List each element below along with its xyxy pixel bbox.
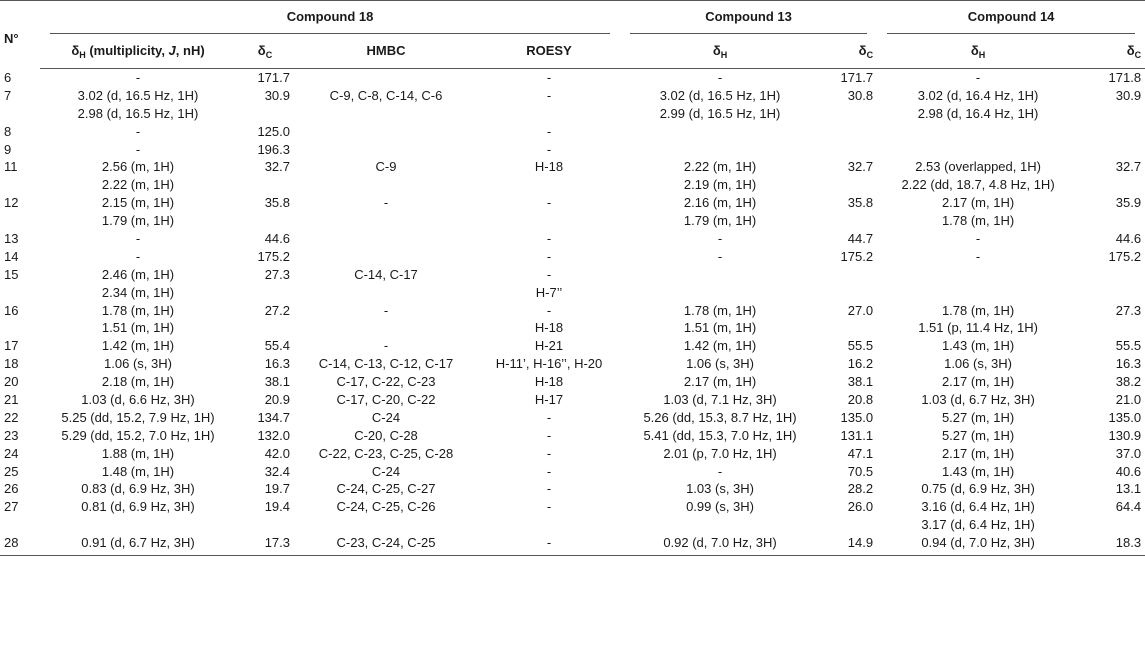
- cell-delta-h-18: 2.56 (m, 1H): [101, 159, 175, 175]
- cell-roesy: -: [546, 481, 552, 497]
- cell-delta-c-14: 44.6: [1115, 231, 1142, 247]
- cell-delta-c-13: 14.9: [820, 534, 877, 555]
- cell-delta-c-13: 35.8: [847, 195, 874, 211]
- cell-delta-c-13: [820, 284, 877, 302]
- cell-delta-h-13: 2.16 (m, 1H): [683, 195, 757, 211]
- header-delta-c-14: $\delta_C$: [1079, 33, 1145, 69]
- cell-roesy: -: [478, 534, 620, 555]
- cell-row-number: 21: [4, 392, 19, 408]
- cell-delta-c-18: [236, 212, 294, 230]
- cell-delta-c-14: 32.7: [1115, 159, 1142, 175]
- table-row: [0, 319, 1145, 337]
- header-number: N°: [0, 1, 40, 69]
- cell-delta-h-13: [620, 123, 820, 141]
- table-row: [0, 194, 1145, 212]
- table-row: [0, 69, 1145, 87]
- cell-delta-c-18: 16.3: [264, 356, 290, 372]
- cell-delta-c-18: [236, 105, 294, 123]
- cell-delta-h-13: -: [717, 231, 723, 247]
- cell-roesy: -: [546, 141, 552, 157]
- cell-row-number: 16: [4, 302, 19, 318]
- cell-delta-c-13: 16.2: [847, 356, 874, 372]
- cell-delta-h-18: 3.02 (d, 16.5 Hz, 1H): [77, 87, 199, 103]
- cell-delta-h-14: 2.17 (m, 1H): [941, 374, 1015, 390]
- cell-delta-c-13: 32.7: [847, 159, 874, 175]
- cell-delta-h-18: 1.51 (m, 1H): [101, 320, 175, 336]
- cell-delta-c-18: 125.0: [257, 123, 290, 139]
- cell-row-number: 6: [4, 69, 12, 85]
- cell-roesy: H-18: [534, 159, 564, 175]
- cell-roesy: -: [546, 87, 552, 103]
- cell-delta-c-18: 42.0: [264, 445, 290, 461]
- cell-delta-c-18: [236, 319, 294, 337]
- cell-delta-c-14: [1079, 319, 1145, 337]
- cell-delta-h-14: [877, 123, 1079, 141]
- table-row: [0, 337, 1145, 355]
- cell-delta-h-13: [620, 516, 820, 534]
- cell-delta-h-18: 1.06 (s, 3H): [104, 356, 172, 372]
- cell-delta-c-14: 13.1: [1115, 481, 1142, 497]
- table-row: [0, 355, 1145, 373]
- cell-delta-h-18: 1.03 (d, 6.6 Hz, 3H): [81, 392, 195, 408]
- cell-delta-c-18: 17.3: [236, 534, 294, 555]
- cell-delta-h-13: [620, 141, 820, 159]
- cell-delta-h-13: 1.51 (m, 1H): [683, 320, 757, 336]
- cell-delta-c-14: [1079, 284, 1145, 302]
- group-header-compound-14: Compound 14: [877, 1, 1145, 34]
- cell-hmbc: C-14, C-17: [354, 266, 418, 282]
- header-delta-h-14: $\delta_H$: [877, 33, 1079, 69]
- cell-hmbc: C-9: [375, 159, 397, 175]
- table-row: [0, 409, 1145, 427]
- cell-roesy: -: [546, 266, 552, 282]
- cell-delta-h-18: [40, 516, 236, 534]
- cell-delta-c-13: 135.0: [840, 409, 874, 425]
- cell-delta-h-13: 0.99 (s, 3H): [686, 499, 754, 515]
- cell-delta-c-13: [820, 516, 877, 534]
- cell-row-number: 27: [4, 499, 19, 515]
- table-row: [0, 284, 1145, 302]
- cell-delta-h-14: 5.27 (m, 1H): [941, 409, 1015, 425]
- cell-row-number: 26: [4, 481, 19, 497]
- cell-hmbc: [294, 123, 478, 141]
- table-row: [0, 463, 1145, 481]
- cell-delta-h-13: 5.41 (dd, 15.3, 7.0 Hz, 1H): [643, 427, 797, 443]
- cell-delta-c-18: 196.3: [257, 141, 290, 157]
- group-header-compound-18: Compound 18: [40, 1, 620, 34]
- cell-delta-h-14: -: [975, 70, 981, 85]
- cell-roesy: H-11’, H-16’’, H-20: [495, 356, 603, 372]
- cell-delta-c-13: [820, 176, 877, 194]
- cell-delta-c-14: [1079, 266, 1145, 284]
- cell-row-number: 8: [4, 123, 12, 139]
- cell-delta-h-18: -: [135, 248, 141, 264]
- cell-row-number: [0, 176, 40, 194]
- cell-delta-c-18: 175.2: [257, 248, 290, 264]
- cell-delta-c-14: 38.2: [1115, 374, 1142, 390]
- cell-delta-c-13: 175.2: [840, 248, 874, 264]
- cell-delta-c-14: [1079, 212, 1145, 230]
- cell-delta-c-18: 38.1: [264, 374, 290, 390]
- cell-hmbc: [294, 176, 478, 194]
- cell-row-number: 15: [4, 266, 19, 282]
- cell-delta-h-13: 1.03 (s, 3H): [686, 481, 754, 497]
- cell-roesy: [478, 516, 620, 534]
- table-row: [0, 176, 1145, 194]
- cell-delta-c-13: 131.1: [840, 427, 874, 443]
- table-row: [0, 212, 1145, 230]
- cell-row-number: [0, 284, 40, 302]
- cell-delta-h-14: [877, 284, 1079, 302]
- cell-delta-h-13: -: [717, 463, 723, 479]
- cell-roesy: [478, 212, 620, 230]
- cell-roesy: -: [546, 70, 552, 85]
- cell-row-number: 22: [4, 409, 19, 425]
- cell-delta-h-13: 2.17 (m, 1H): [683, 374, 757, 390]
- cell-delta-h-14: 1.43 (m, 1H): [941, 463, 1015, 479]
- table-row: [0, 498, 1145, 516]
- cell-row-number: [0, 319, 40, 337]
- cell-row-number: 24: [4, 445, 19, 461]
- cell-delta-h-13: 2.22 (m, 1H): [683, 159, 757, 175]
- cell-roesy: H-21: [534, 338, 564, 354]
- table-row: [0, 516, 1145, 534]
- cell-delta-c-14: [1079, 516, 1145, 534]
- cell-delta-c-13: [820, 212, 877, 230]
- cell-roesy: -: [546, 409, 552, 425]
- cell-delta-h-14: 1.78 (m, 1H): [941, 302, 1015, 318]
- cell-delta-h-14: 2.17 (m, 1H): [941, 445, 1015, 461]
- cell-delta-c-13: 27.0: [847, 302, 874, 318]
- table-row: [0, 480, 1145, 498]
- cell-delta-h-18: 2.18 (m, 1H): [101, 374, 175, 390]
- cell-delta-c-14: 16.3: [1115, 356, 1142, 372]
- cell-hmbc: -: [383, 302, 389, 318]
- table-row: [0, 534, 1145, 555]
- cell-delta-c-14: [1079, 105, 1145, 123]
- table-row: [0, 123, 1145, 141]
- cell-row-number: 12: [4, 195, 19, 211]
- cell-delta-c-14: 30.9: [1115, 87, 1142, 103]
- cell-delta-c-18: 55.4: [264, 338, 290, 354]
- cell-hmbc: [294, 516, 478, 534]
- cell-row-number: 17: [4, 338, 19, 354]
- cell-delta-h-18: 2.34 (m, 1H): [101, 284, 175, 300]
- cell-delta-c-18: [236, 176, 294, 194]
- cell-roesy: -: [546, 499, 552, 515]
- cell-delta-h-13: 2.99 (d, 16.5 Hz, 1H): [659, 105, 781, 121]
- cell-delta-c-13: 38.1: [847, 374, 874, 390]
- cell-delta-c-18: 27.2: [264, 302, 290, 318]
- cell-delta-c-13: [820, 266, 877, 284]
- cell-delta-c-14: 27.3: [1115, 302, 1142, 318]
- cell-delta-c-14: 18.3: [1079, 534, 1145, 555]
- cell-hmbc: C-20, C-28: [354, 427, 418, 443]
- cell-hmbc: [294, 141, 478, 159]
- cell-hmbc: C-24: [371, 409, 401, 425]
- cell-delta-c-13: 55.5: [847, 338, 874, 354]
- table-row: [0, 391, 1145, 409]
- cell-delta-h-13: 0.92 (d, 7.0 Hz, 3H): [620, 534, 820, 555]
- cell-delta-c-13: 28.2: [847, 481, 874, 497]
- cell-delta-h-18: 1.88 (m, 1H): [101, 445, 175, 461]
- cell-delta-c-13: 30.8: [847, 87, 874, 103]
- cell-delta-h-13: 1.03 (d, 7.1 Hz, 3H): [663, 392, 777, 408]
- cell-row-number: 28: [0, 534, 40, 555]
- cell-delta-c-13: [820, 105, 877, 123]
- cell-roesy: -: [546, 195, 552, 211]
- cell-hmbc: [294, 319, 478, 337]
- cell-hmbc: [294, 212, 478, 230]
- cell-delta-h-18: 5.29 (dd, 15.2, 7.0 Hz, 1H): [61, 427, 215, 443]
- cell-row-number: 13: [4, 231, 19, 247]
- cell-delta-h-18: -: [135, 70, 141, 85]
- cell-row-number: [0, 105, 40, 123]
- cell-delta-c-14: 171.8: [1108, 70, 1142, 85]
- table-row: [0, 105, 1145, 123]
- cell-hmbc: -: [383, 338, 389, 354]
- cell-delta-c-13: 70.5: [847, 463, 874, 479]
- cell-delta-c-14: 64.4: [1115, 499, 1142, 515]
- cell-delta-h-18: 1.42 (m, 1H): [101, 338, 175, 354]
- cell-delta-h-14: 3.02 (d, 16.4 Hz, 1H): [917, 87, 1039, 103]
- cell-delta-c-13: [820, 141, 877, 159]
- cell-delta-c-18: 35.8: [264, 195, 290, 211]
- cell-delta-h-14: -: [975, 231, 981, 247]
- cell-delta-h-13: 5.26 (dd, 15.3, 8.7 Hz, 1H): [643, 409, 797, 425]
- cell-delta-h-13: [620, 284, 820, 302]
- cell-delta-h-13: -: [717, 70, 723, 85]
- cell-delta-h-13: 2.19 (m, 1H): [683, 177, 757, 193]
- cell-delta-h-14: 1.43 (m, 1H): [941, 338, 1015, 354]
- cell-roesy: H-17: [534, 392, 564, 408]
- cell-roesy: -: [546, 302, 552, 318]
- cell-delta-h-18: 5.25 (dd, 15.2, 7.9 Hz, 1H): [61, 409, 215, 425]
- cell-delta-c-14: 175.2: [1108, 248, 1142, 264]
- cell-hmbc: C-23, C-24, C-25: [294, 534, 478, 555]
- cell-delta-h-13: 1.06 (s, 3H): [686, 356, 754, 372]
- cell-delta-h-18: -: [135, 231, 141, 247]
- cell-delta-c-18: 32.7: [264, 159, 290, 175]
- cell-delta-h-14: 1.51 (p, 11.4 Hz, 1H): [918, 320, 1038, 336]
- header-delta-h-13: $\delta_H$: [620, 33, 820, 69]
- cell-delta-h-14: 0.94 (d, 7.0 Hz, 3H): [877, 534, 1079, 555]
- table-row: [0, 141, 1145, 159]
- cell-hmbc: C-14, C-13, C-12, C-17: [318, 356, 454, 372]
- table-row: [0, 373, 1145, 391]
- cell-roesy: -: [546, 123, 552, 139]
- cell-hmbc: C-9, C-8, C-14, C-6: [329, 87, 443, 103]
- cell-delta-h-18: 1.79 (m, 1H): [101, 213, 175, 229]
- cell-delta-c-13: 44.7: [847, 231, 874, 247]
- cell-delta-h-18: 0.83 (d, 6.9 Hz, 3H): [81, 481, 195, 497]
- header-delta-c-18: $\delta_C$: [236, 33, 294, 69]
- table-row: [0, 230, 1145, 248]
- cell-hmbc: C-24, C-25, C-27: [336, 481, 436, 497]
- cell-delta-h-18: -: [135, 141, 141, 157]
- cell-hmbc: C-24: [371, 463, 401, 479]
- table-body: [0, 69, 1145, 556]
- cell-row-number: 11: [4, 159, 18, 175]
- cell-hmbc: [294, 69, 478, 87]
- cell-row-number: 7: [4, 87, 12, 103]
- cell-delta-h-14: 2.22 (dd, 18.7, 4.8 Hz, 1H): [901, 177, 1055, 193]
- cell-roesy: -: [546, 463, 552, 479]
- cell-delta-h-18: 2.15 (m, 1H): [101, 195, 175, 211]
- header-delta-h-18: $\delta_H$ (multiplicity, J, nH): [40, 33, 236, 69]
- cell-delta-c-13: 47.1: [847, 445, 874, 461]
- cell-delta-c-13: 26.0: [847, 499, 874, 515]
- table-row: [0, 302, 1145, 320]
- table-row: [0, 445, 1145, 463]
- cell-delta-h-14: 1.06 (s, 3H): [944, 356, 1013, 372]
- header-delta-c-13: $\delta_C$: [820, 33, 877, 69]
- cell-hmbc: C-22, C-23, C-25, C-28: [318, 445, 454, 461]
- cell-roesy: [478, 176, 620, 194]
- cell-delta-h-14: [877, 141, 1079, 159]
- cell-delta-h-14: -: [975, 248, 981, 264]
- cell-roesy: -: [546, 445, 552, 461]
- cell-delta-c-18: 19.7: [264, 481, 290, 497]
- cell-delta-c-14: 21.0: [1115, 392, 1142, 408]
- cell-delta-c-18: 132.0: [257, 427, 290, 443]
- cell-delta-h-18: -: [135, 123, 141, 139]
- table-row: [0, 266, 1145, 284]
- table-row: [0, 158, 1145, 176]
- cell-roesy: -: [546, 248, 552, 264]
- cell-delta-h-14: 2.98 (d, 16.4 Hz, 1H): [917, 105, 1039, 121]
- cell-delta-h-13: 2.01 (p, 7.0 Hz, 1H): [663, 445, 777, 461]
- cell-delta-h-14: 2.17 (m, 1H): [941, 195, 1015, 211]
- cell-delta-h-14: 3.17 (d, 6.4 Hz, 1H): [921, 517, 1035, 533]
- cell-delta-h-18: 1.48 (m, 1H): [101, 463, 175, 479]
- cell-row-number: 25: [4, 463, 19, 479]
- cell-row-number: 9: [4, 141, 12, 157]
- cell-delta-c-14: [1079, 141, 1145, 159]
- cell-delta-c-13: 20.8: [847, 392, 874, 408]
- cell-delta-c-18: [236, 516, 294, 534]
- cell-row-number: 23: [4, 427, 19, 443]
- cell-delta-c-13: [820, 319, 877, 337]
- cell-delta-c-14: 55.5: [1115, 338, 1142, 354]
- cell-row-number: 20: [4, 374, 19, 390]
- cell-delta-c-18: 44.6: [264, 231, 290, 247]
- cell-hmbc: [294, 230, 478, 248]
- cell-delta-h-13: 3.02 (d, 16.5 Hz, 1H): [659, 87, 781, 103]
- cell-delta-c-18: 171.7: [257, 70, 290, 85]
- cell-row-number: 14: [4, 248, 19, 264]
- table-row: [0, 248, 1145, 266]
- cell-delta-h-14: 3.16 (d, 6.4 Hz, 1H): [921, 499, 1035, 515]
- cell-row-number: 18: [4, 356, 19, 372]
- header-hmbc: HMBC: [294, 33, 478, 69]
- cell-delta-h-14: 2.53 (overlapped, 1H): [915, 159, 1041, 175]
- cell-delta-c-18: 32.4: [264, 463, 290, 479]
- cell-delta-h-18: 0.91 (d, 6.7 Hz, 3H): [40, 534, 236, 555]
- cell-hmbc: C-24, C-25, C-26: [336, 499, 436, 515]
- cell-roesy: H-18: [534, 374, 564, 390]
- cell-delta-h-14: [877, 266, 1079, 284]
- cell-delta-h-18: 2.98 (d, 16.5 Hz, 1H): [77, 105, 199, 121]
- cell-roesy: H-7’’: [535, 284, 563, 300]
- cell-delta-c-14: [1079, 176, 1145, 194]
- cell-delta-c-14: 37.0: [1115, 445, 1142, 461]
- cell-delta-h-14: 1.78 (m, 1H): [941, 213, 1015, 229]
- cell-delta-h-18: 1.78 (m, 1H): [101, 302, 175, 318]
- cell-delta-c-14: 40.6: [1115, 463, 1142, 479]
- cell-delta-h-13: -: [717, 248, 723, 264]
- table-row: [0, 427, 1145, 445]
- cell-hmbc: C-17, C-20, C-22: [336, 392, 436, 408]
- cell-delta-c-18: 134.7: [257, 409, 290, 425]
- cell-delta-c-18: [236, 284, 294, 302]
- cell-row-number: [0, 516, 40, 534]
- cell-hmbc: [294, 284, 478, 302]
- cell-delta-c-13: [820, 123, 877, 141]
- cell-delta-h-14: 0.75 (d, 6.9 Hz, 3H): [921, 481, 1035, 497]
- cell-delta-h-13: 1.78 (m, 1H): [683, 302, 757, 318]
- cell-delta-h-14: 5.27 (m, 1H): [941, 427, 1015, 443]
- cell-delta-c-14: 135.0: [1108, 409, 1142, 425]
- cell-roesy: -: [546, 427, 552, 443]
- cell-delta-h-13: 1.42 (m, 1H): [683, 338, 757, 354]
- table-row: [0, 87, 1145, 105]
- cell-hmbc: [294, 105, 478, 123]
- cell-delta-c-18: 19.4: [264, 499, 290, 515]
- cell-roesy: -: [546, 231, 552, 247]
- cell-delta-c-18: 30.9: [264, 87, 290, 103]
- cell-hmbc: C-17, C-22, C-23: [336, 374, 436, 390]
- cell-delta-c-13: 171.7: [840, 70, 874, 85]
- cell-delta-h-18: 2.22 (m, 1H): [101, 177, 175, 193]
- cell-delta-c-18: 27.3: [264, 266, 290, 282]
- cell-delta-c-14: [1079, 123, 1145, 141]
- group-header-compound-13: Compound 13: [620, 1, 877, 34]
- cell-roesy: [478, 105, 620, 123]
- cell-delta-h-18: 2.46 (m, 1H): [101, 266, 175, 282]
- cell-delta-h-13: [620, 266, 820, 284]
- cell-hmbc: -: [383, 195, 389, 211]
- cell-delta-h-14: 1.03 (d, 6.7 Hz, 3H): [921, 392, 1035, 408]
- cell-delta-c-14: 35.9: [1115, 195, 1142, 211]
- cell-delta-c-18: 20.9: [264, 392, 290, 408]
- header-roesy: ROESY: [478, 33, 620, 69]
- cell-roesy: H-18: [534, 320, 564, 336]
- cell-delta-h-18: 0.81 (d, 6.9 Hz, 3H): [81, 499, 195, 515]
- cell-hmbc: [294, 248, 478, 266]
- cell-delta-c-14: 130.9: [1108, 427, 1142, 443]
- cell-delta-h-13: 1.79 (m, 1H): [683, 213, 757, 229]
- cell-row-number: [0, 212, 40, 230]
